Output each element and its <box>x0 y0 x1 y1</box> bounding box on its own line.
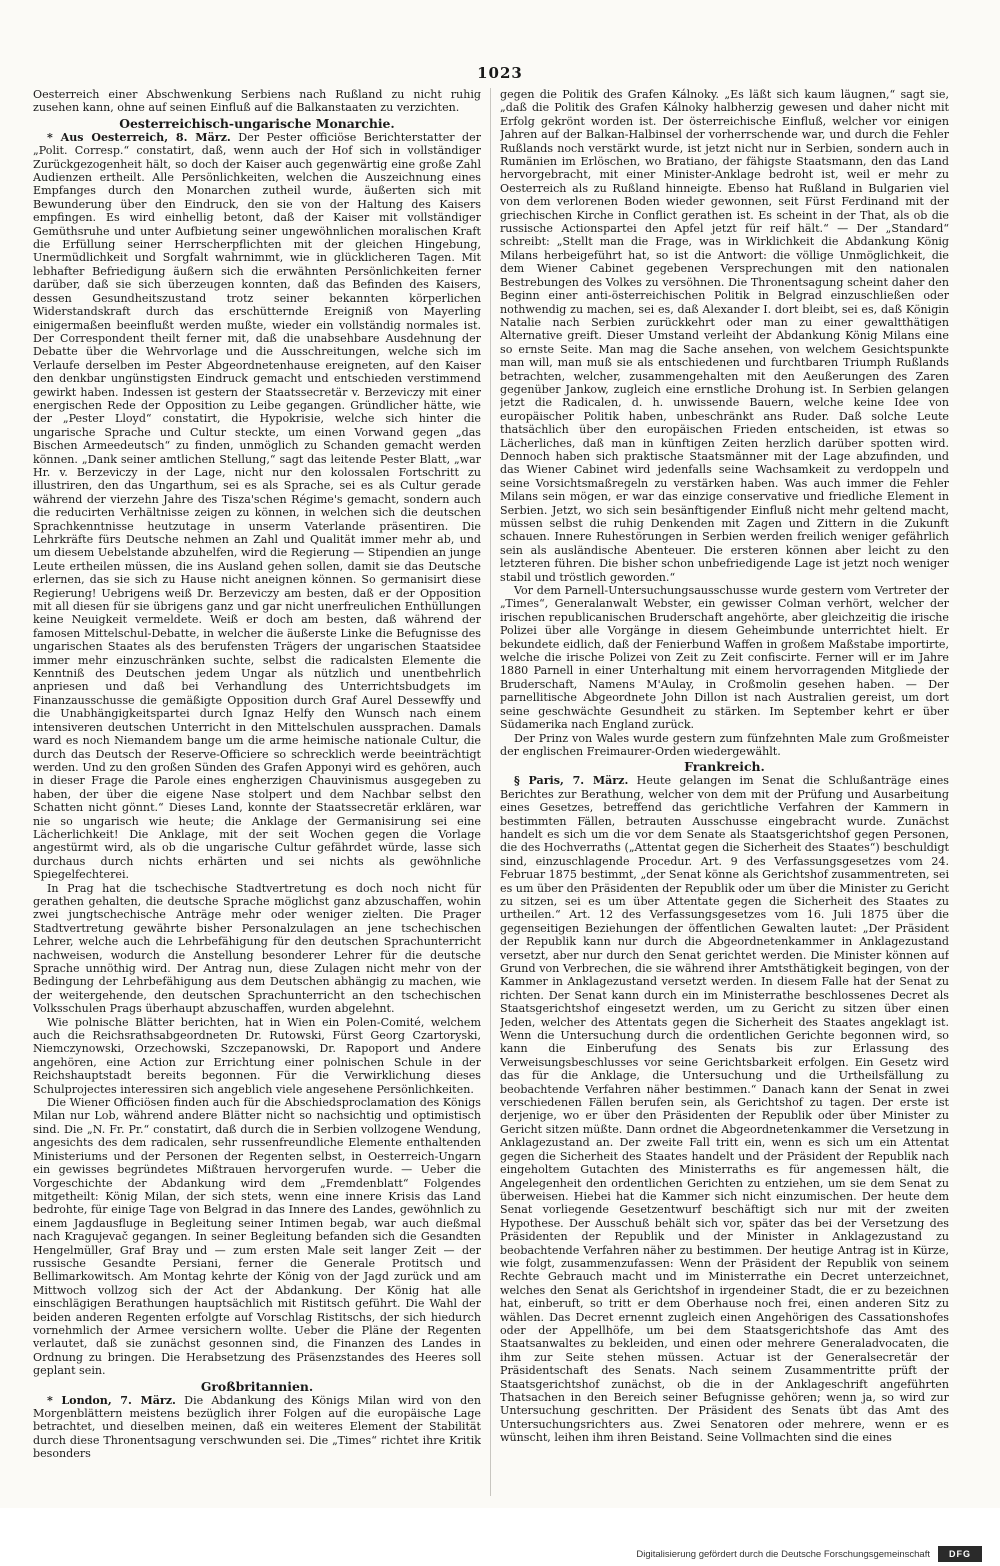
article-prince-of-wales: Der Prinz von Wales wurde gestern zum fünfzehnten Male zum Großmeister der englischen Freimaurer-Orden wiedergewählt. <box>500 731 949 758</box>
section-heading-britain: Großbritannien. <box>200 1378 314 1394</box>
paragraph-text: Die Abdankung des Königs Milan wird von den Morgenblättern meistens bezüglich ihrer Folgen auf die europäische Lage betrachtet, und dieselben meinen, daß ein weiteres Element der Stabilität durch diese Thronentsagung verschwunden sei. Die „Times“ richtet ihre Kritik besonders <box>33 1393 481 1461</box>
dateline-paris: § Paris, 7. März. <box>514 774 629 788</box>
article-parnell: Vor dem Parnell-Untersuchungsausschusse wurde gestern vom Vertreter der „Times“, Generalanwalt Webster, ein gewisser Colman verhört, welcher der irischen republicanischen Bruderschaft angehörte, aber gleichzeitig die irische Polizei über alle Vorgänge in diesem Geheimbunde unterrichtet hielt. Er bekundete eidlich, daß der Fenierbund Waffen in großem Maßstabe importirte, welche die irische Polizei von Zeit zu Zeit confiscirte. Ferner will er im Jahre 1880 Parnell in einer Unterhaltung mit einem hervorragenden Mitgliede der Bruderschaft, Namens M'Aulay, in Croßmolin gesehen haben. — Der parnellitische Abgeordnete John Dillon ist nach Australien gereist, um dort seine geschwächte Gesundheit zu stärken. Im September kehrt er über Südamerika nach England zurück. <box>500 584 949 732</box>
dfg-logo: DFG <box>938 1546 982 1562</box>
left-column <box>33 88 481 1496</box>
article-polish-school: Wie polnische Blätter berichten, hat in Wien ein Polen-Comité, welchem auch die Reichsrathsabgeordneten Dr. Rutowski, Fürst Georg Czartoryski, Niemczynowski, Orzechowski, Szczepanowski, Dr. Rapoport und Andere angehören, eine Action zur Errichtung einer polnischen Schule in der Reichshauptstadt bereits begonnen. Für die Verwirklichung dieses Schulprojectes interessiren sich angeblich viele angesehene Persönlichkeiten. <box>33 1015 481 1096</box>
paragraph-text: Heute gelangen im Senat die Schlußanträge eines Berichtes zur Berathung, welcher von dem mit der Prüfung und Ausarbeitung eines Gesetzes, betreffend das gerichtliche Verfahren der Kammern in bestimmten Fällen, betrauten Ausschusse eingebracht wurde. Zunächst handelt es sich um die vor dem Senate als Staatsgerichtshof gegen Personen, die des Hochverraths („Attentat gegen die Sicherheit des Staates“) beschuldigt sind, einzuschlagende Procedur. Art. 9 des Verfassungsgesetzes vom 24. Februar 1875 bestimmt, „der Senat könne als Gerichtshof zusammentreten, sei es um über den Präsidenten der Republik oder um über die Minister zu Gericht zu sitzen, sei es um über Attentate gegen die Sicherheit des Staates zu urtheilen.“ Art. 12 des Verfassungsgesetzes vom 16. Juli 1875 über die gegenseitigen Beziehungen der öffentlichen Gewalten lautet: „Der Präsident der Republik kann nur durch die Abgeordnetenkammer in Anklagezustand versetzt, aber nur durch den Senat gerichtet werden. Die Minister können auf Grund von Verbrechen, die sie während ihrer Amtsthätigkeit begingen, von der Kammer in Anklagezustand versetzt werden. In diesem Falle hat der Senat zu richten. Der Senat kann durch ein im Ministerrathe beschlossenes Decret als Staatsgerichtshof eingesetzt werden, um zu Gericht zu sitzen über einen Jeden, welcher des Attentats gegen die Sicherheit des Staates angeklagt ist. Wenn die Untersuchung durch die ordentlichen Gerichte begonnen wird, so kann die Einberufung des Senats bis zur Erlassung des Verweisungsbeschlusses vor seine Gerichtsbarkeit erfolgen. Ein Gesetz wird das für die Anklage, die Untersuchung und die Urtheilsfällung zu beobachtende Verfahren näher bestimmen.“ Danach kann der Senat in zwei verschiedenen Fällen berufen sein, als Gerichtshof zu tagen. Der erste ist derjenige, wo er über den Präsidenten der Republik oder über Minister zu Gericht sitzen müßte. Dann ordnet die Abgeordnetenkammer die Versetzung in Anklagezustand an. Der zweite Fall tritt ein, wenn es sich um ein Attentat gegen die Sicherheit des Staates handelt und der Präsident der Republik nach eingeholtem Gutachten des Ministerraths es für angemessen hält, die Angelegenheit den ordentlichen Gerichten zu entziehen, um sie dem Senat zu überweisen. Hiebei hat die Kammer sich nicht einzumischen. Der heute dem Senat vorliegende Gesetzentwurf beschäftigt sich nur mit der zweiten Hypothese. Der Ausschuß behält sich vor, später das bei der Versetzung des Präsidenten der Republik und der Minister in Anklagezustand zu beobachtende Verfahren näher zu bestimmen. Der heutige Antrag ist in Kürze, wie folgt, zusammenzufassen: Wenn der Präsident der Republik von seinem Rechte Gebrauch macht und im Ministerrathe ein Decret unterzeichnet, welches den Senat als Gerichtshof in irgendeiner Stadt, die er zu bezeichnen hat, einberuft, so tritt er dem Oberhause noch frei, einen anderen Sitz zu wählen. Das Decret ernennt zugleich einen Angehörigen des Cassationshofes oder der Appellhöfe, um bei dem Staatsgerichtshofe das Amt des Staatsanwaltes zu bekleiden, und einen oder mehrere Generaladvocaten, die ihm zur Seite stehen müssen. Actuar ist der Generalsecretär der Präsidentschaft des Senats. Nach seinem Zusammentritte prüft der Staatsgerichtshof zunächst, ob die in der Anklageschrift angeführten Thatsachen in den Bereich seiner Befugnisse gehören; wenn ja, so wird zur Untersuchung geschritten. Der Präsident des Senats übt das Amt des Untersuchungsrichters aus. Zwei Senatoren oder mehrere, wenn er es wünscht, leihen ihm ihren Beistand. Seine Vollmachten sind die eines <box>500 774 949 1445</box>
dateline-vienna: * Aus Oesterreich, 8. März. <box>47 130 231 144</box>
article-prague: In Prag hat die tschechische Stadtvertretung es doch noch nicht für gerathen gehalten, die deutsche Sprache möglichst ganz abzuschaffen, wohin zwei jungtschechische Anträge mehr oder weniger zielten. Die Prager Stadtvertretung gewährte bisher Personalzulagen an jene tschechischen Lehrer, welche auch die Lehrbefähigung für den deutschen Sprachunterricht nachweisen, wodurch die Anstellung besonderer Lehrer für die deutsche Sprache unnöthig wird. Der Antrag nun, diese Zulagen nicht mehr von der Bedingung der Lehrbefähigung aus dem Deutschen abhängig zu machen, wie der weitergehende, den deutschen Sprachunterricht an den tschechischen Volksschulen Prags überhaupt abzuschaffen, wurden abgelehnt. <box>33 881 481 1016</box>
dateline-london: * London, 7. März. <box>47 1393 176 1407</box>
paragraph-text: Der Pester officiöse Berichterstatter der „Polit. Corresp.“ constatirt, daß, wenn auch der Hof sich in vollständiger Zurückgezogenheit hält, so doch der Kaiser auch gegenwärtig eine große Zahl Audienzen ertheilt. Alle Persönlichkeiten, welchen die Auszeichnung eines Empfanges durch den Monarchen zutheil wurde, äußerten sich mit Bewunderung über den Eindruck, den sie von der Haltung des Kaisers empfingen. Es wird einhellig betont, daß der Kaiser mit vollständiger Gemüthsruhe und unter Aufbietung seiner ungewöhnlichen moralischen Kraft die Erfüllung seiner Herrscherpflichten mit der gleichen Hingebung, Unermüdlichkeit und Sorgfalt wahrnimmt, wie in glücklicheren Tagen. Mit lebhafter Befriedigung äußern sich die erwähnten Persönlichkeiten ferner darüber, daß sie sich überzeugen konnten, daß das Befinden des Kaisers, dessen Gesundheitszustand trotz seiner bekannten körperlichen Widerstandskraft durch das erschütternde Ereigniß von Mayerling einigermaßen beeinflußt werden mußte, wieder ein vollständig normales ist. Der Correspondent theilt ferner mit, daß die unabsehbare Ausdehnung der Debatte über die Wehrvorlage und die Ausschreitungen, welche sich im Verlaufe derselben im Pester Abgeordnetenhause ereigneten, auf den Kaiser den denkbar ungünstigsten Eindruck gemacht und entschieden verstimmend gewirkt haben. Indessen ist gestern der Staatssecretär v. Berzeviczy mit einer energischen Rede der Opposition zu Leibe gegangen. Gründlicher hätte, wie der „Pester Lloyd“ constatirt, die Hypokrisie, welche sich hinter die ungarische Sprache und Cultur steckte, um einen Vorwand gegen „das Bischen Armeedeutsch“ zu finden, unmöglich zu Schanden gemacht werden können. „Dank seiner amtlichen Stellung,“ sagt das leitende Pester Blatt, „war Hr. v. Berzeviczy in der Lage, nicht nur den kolossalen Fortschritt zu illustriren, den das Ungarthum, sei es als Sprache, sei es als Cultur gerade während der vierzehn Jahre des Tisza'schen Régime's gemacht, sondern auch die reducirten Verhältnisse zeigen zu können, in welchen sich die deutschen Sprachkenntnisse heutzutage in unserm Vaterlande präsentiren. Die Lehrkräfte fürs Deutsche nehmen an Zahl und Qualität immer mehr ab, und um diesem Uebelstande abzuhelfen, wird die Regierung — Stipendien an junge Leute ertheilen müssen, die ins Ausland gehen sollen, damit sie das Deutsche erlernen, das sie sich zu Hause nicht aneignen können. So germanisirt diese Regierung! Uebrigens weiß Dr. Berzeviczy am besten, daß er der Opposition mit all diesen für sie übrigens ganz und gar nicht unerfreulichen Enthüllungen keine Neuigkeit vermeldete. Weiß er doch am besten, daß während der famosen Mittelschul-Debatte, in welcher die äußerste Linke die Befugnisse des ungarischen Staates als des berufensten Trägers der ungarischen Staatsidee immer mehr einzuschränken suchte, selbst die radicalsten Elemente die Kenntniß des Deutschen jedem Ungar als nützlich und unentbehrlich anpriesen und daß bei Verhandlung des Unterrichtsbudgets im Finanzausschusse die gemäßigte Opposition durch Graf Aurel Dessewffy und die Unabhängigkeitspartei durch Ignaz Helfy den Wunsch nach einem intensiveren deutschen Unterricht in den Mittelschulen aussprachen. Damals ward es noch Niemandem bange um die arme heimische nationale Cultur, die durch das Deutsch der Reserve-Officiere so schrecklich werde beeinträchtigt werden. Und zu den großen Sünden des Grafen Apponyi wird es gehören, auch in dieser Frage die Parole eines engherzigen Chauvinismus ausgegeben zu haben, der über die eigene Nase stolpert und dem Nachbar selbst den Schatten nicht gönnt.“ Dieses Land, konnte der Staatssecretär erklären, war nie so ungarisch wie heute; die Anklage der Germanisirung sei eine Lächerlichkeit! Die Anklage, mit der seit Wochen gegen die Vorlage angestürmt wird, als ob die ungarische Cultur gefährdet würde, lasse sich durchaus durch nichts erhärten und sei nichts als gewöhnliche Spiegelfechterei. <box>33 130 481 882</box>
article-paris <box>500 774 949 1444</box>
funding-credit: Digitalisierung gefördert durch die Deutsche Forschungsgemeinschaft <box>636 1549 930 1560</box>
article-milan-abdication: Die Wiener Officiösen finden auch für die Abschiedsproclamation des Königs Milan nur Lob, während andere Blätter nicht so nachsichtig und optimistisch sind. Die „N. Fr. Pr.“ constatirt, daß durch die in Serbien vollzogene Wendung, angesichts des dem radicalen, sehr russenfreundliche Elemente enthaltenden Ministeriums und der Personen der Regenten selbst, in Oesterreich-Ungarn ein gewisses begründetes Mißtrauen hervorgerufen wurde. — Ueber die Vorgeschichte der Abdankung wird dem „Fremdenblatt“ Folgendes mitgetheilt: König Milan, der sich stets, wenn eine innere Krisis das Land bedrohte, für einige Tage von Belgrad in das Innere des Landes, gewöhnlich zu einem Jagdausfluge in Begleitung seiner Intimen begab, war auch dießmal nach Kragujevač gegangen. In seiner Begleitung befanden sich die Gesandten Hengelmüller, Graf Bray und — zum ersten Male seit langer Zeit — der russische Gesandte Persiani, ferner die Generale Protitsch und Bellimarkowitsch. Am Montag kehrte der König von der Jagd zurück und am Mittwoch vollzog sich der Act der Abdankung. Der König hat alle einschlägigen Berathungen hauptsächlich mit Ristitsch geführt. Die Wahl der beiden anderen Regenten erfolgte auf Vorschlag Ristitschs, der sich hiedurch vornehmlich der Armee versichern wollte. Ueber die Pläne der Regenten verlautet, daß sie zunächst gesonnen sind, die Finanzen des Landes in Ordnung zu bringen. Die Herabsetzung des Präsenzstandes des Heeres soll geplant sein. <box>33 1096 481 1378</box>
section-heading-france: Frankreich. <box>684 759 765 775</box>
intro-paragraph: Oesterreich einer Abschwenkung Serbiens nach Rußland zu nicht ruhig zusehen kann, ohne auf seinen Einfluß auf die Balkanstaaten zu verzichten. <box>33 88 481 115</box>
article-london-continued: gegen die Politik des Grafen Kálnoky. „Es läßt sich kaum läugnen,“ sagt sie, „daß die Politik des Grafen Kálnoky halbherzig gewesen und daher nicht mit Erfolg gekrönt worden ist. Der österreichische Einfluß, welcher vor einigen Jahren auf der Balkan-Halbinsel der vorherrschende war, und durch die Fehler Rußlands noch verstärkt wurde, ist jetzt nicht nur in Serbien, sondern auch in Rumänien im Erlöschen, wo Bratiano, der fähigste Staatsmann, den das Land hervorgebracht, mit einer Minister-Anklage bedroht ist, weil er mehr zu Oesterreich als zu Rußland hinneigte. Ebenso hat Rußland in Bulgarien viel von dem verlorenen Boden wieder gewonnen, seit Fürst Ferdinand mit der griechischen Kirche in Conflict gerathen ist. Es scheint in der That, als ob die russische Actionspartei den Apfel jetzt für reif hält.“ — Der „Standard“ schreibt: „Stellt man die Frage, was in Wirklichkeit die Abdankung König Milans herbeigeführt hat, so ist die Antwort: die völlige Unmöglichkeit, die dem Wiener Cabinet gegebenen Versprechungen mit den nationalen Bestrebungen des Volkes zu versöhnen. Die Thronentsagung scheint daher den Beginn einer anti-österreichischen Politik in Belgrad einzuschließen oder nothwendig zu machen, sei es, daß Alexander I. dort bleibt, sei es, daß Königin Natalie nach Serbien zurückkehrt oder man zu einer gewaltthätigen Alternative greift. Dieser Umstand verleiht der Abdankung König Milans eine so ernste Seite. Man mag die Sache ansehen, von welchem Gesichtspunkte man will, man muß sie als entschiedenen und furchtbaren Triumph Rußlands betrachten, welcher, zusammengehalten mit den Aeußerungen des Zaren gegenüber Jankow, zugleich eine ernstliche Drohung ist. In Serbien gelangen jetzt die Radicalen, d. h. unwissende Bauern, welche keine Idee von europäischer Politik haben, unbeschränkt ans Ruder. Daß solche Leute thatsächlich über den europäischen Frieden entscheiden, ist etwas so Lächerliches, daß man in künftigen Zeiten herzlich darüber spotten wird. Dennoch haben sich praktische Staatsmänner mit der Lage abzufinden, und das Wiener Cabinet wird jedenfalls seine Wachsamkeit zu verdoppeln und seine Vorsichtsmaßregeln zu verstärken haben. Was auch immer die Fehler Milans sein mögen, er war das einzige conservative und friedliche Element in Serbien. Jetzt, wo sich sein besänftigender Einfluß nicht mehr geltend macht, müssen selbst die ruhig Denkenden mit Zagen und Zittern in die Zukunft schauen. Innere Ruhestörungen in Serbien werden freilich weniger gefährlich sein als ausländische Abenteuer. Die ersteren können aber leicht zu den letzteren führen. Die bisher schon unbefriedigende Lage ist jetzt noch weniger stabil und tröstlich geworden.“ <box>500 88 949 584</box>
article-vienna <box>33 131 481 882</box>
column-divider <box>490 88 491 1496</box>
digitization-footer <box>0 1508 1000 1566</box>
page-number: 1023 <box>477 64 523 82</box>
right-column <box>500 88 949 1496</box>
section-heading-austria: Oesterreichisch-ungarische Monarchie. <box>119 115 395 131</box>
article-london <box>33 1394 481 1461</box>
